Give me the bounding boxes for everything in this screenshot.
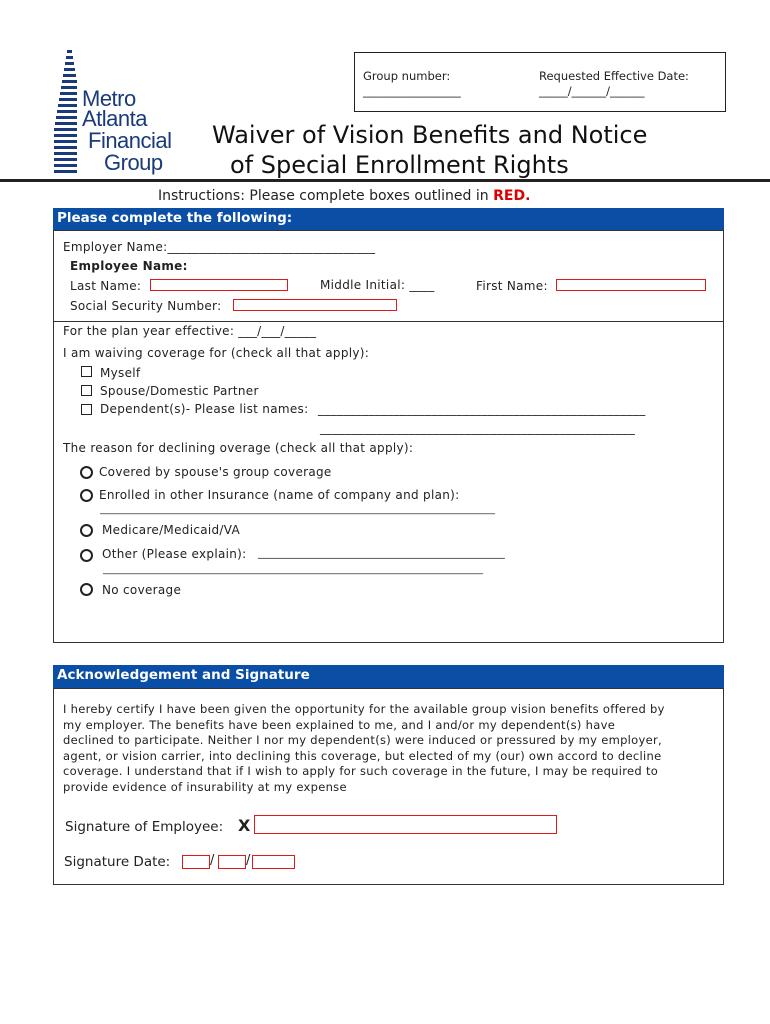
- reason-other-insurance-label: Enrolled in other Insurance (name of company and plan):: [99, 488, 460, 502]
- waive-dependents-checkbox[interactable]: [81, 404, 92, 415]
- other-explain-line2[interactable]: ____________________________________________________________________________: [103, 564, 483, 575]
- instructions-red-word: RED: [493, 188, 526, 204]
- waive-myself-checkbox[interactable]: [81, 366, 92, 377]
- waiving-heading: I am waiving coverage for (check all that apply):: [63, 346, 370, 360]
- date-month-input[interactable]: [182, 855, 210, 869]
- header-divider: [0, 179, 770, 182]
- logo-text-line2: Atlanta: [82, 106, 147, 131]
- instructions-period: .: [525, 188, 531, 204]
- signature-x-mark: X: [238, 816, 251, 835]
- group-info-box: [354, 52, 726, 112]
- section-header-acknowledgement: Acknowledgement and Signature: [53, 665, 724, 688]
- instructions-text: Instructions: Please complete boxes outlined in: [158, 188, 494, 204]
- date-slash: /: [246, 853, 251, 868]
- signature-label: Signature of Employee:: [65, 819, 224, 835]
- instructions: [158, 188, 530, 204]
- reason-no-coverage-radio[interactable]: [80, 583, 93, 596]
- logo-text-line3: Financial: [88, 128, 172, 153]
- reason-medicare-label: Medicare/Medicaid/VA: [102, 523, 241, 537]
- signature-input[interactable]: [254, 815, 557, 834]
- logo-text-line1: Metro: [82, 86, 136, 111]
- last-name-input[interactable]: [150, 279, 288, 291]
- signature-date-label: Signature Date:: [64, 854, 171, 870]
- logo-text-line4: Group: [104, 150, 163, 175]
- paragraph-line: I hereby certify I have been given the opportunity for the available group vision benefits offered by: [63, 702, 665, 716]
- other-insurance-line[interactable]: _______________________________________________________________________________: [100, 504, 495, 515]
- last-name-label: Last Name:: [70, 279, 142, 293]
- employee-name-heading: Employee Name:: [70, 259, 188, 273]
- plan-year-field[interactable]: For the plan year effective: ___/___/_____: [63, 324, 317, 338]
- group-number-field[interactable]: _________________: [363, 84, 461, 98]
- paragraph-line: provide evidence of insurability at my expense: [63, 779, 347, 794]
- first-name-label: First Name:: [476, 279, 548, 293]
- waive-dependents-label: Dependent(s)- Please list names:: [100, 402, 309, 416]
- other-explain-line1[interactable]: _______________________________________________: [258, 547, 505, 559]
- effective-date-label: Requested Effective Date:: [539, 69, 689, 83]
- paragraph-line: agent, or vision carrier, into declining this coverage, but elected of my (our) own accord to decline: [63, 748, 662, 763]
- section-header-complete: Please complete the following:: [53, 208, 724, 230]
- page-title-line1: Waiver of Vision Benefits and Notice: [212, 121, 648, 149]
- first-name-input[interactable]: [556, 279, 706, 291]
- paragraph-line: declined to participate. Neither I nor my dependent(s) were induced or pressured by my employer,: [63, 733, 662, 747]
- waive-myself-label: Myself: [100, 366, 141, 380]
- date-year-input[interactable]: [252, 855, 295, 869]
- dependents-names-line1[interactable]: ____________________________________________________: [318, 402, 646, 416]
- group-number-label: Group number:: [363, 69, 451, 83]
- ssn-label: Social Security Number:: [70, 299, 222, 313]
- waive-spouse-checkbox[interactable]: [81, 385, 92, 396]
- ssn-input[interactable]: [233, 299, 397, 311]
- reason-no-coverage-label: No coverage: [102, 583, 182, 597]
- middle-initial-field[interactable]: Middle Initial: ____: [320, 278, 435, 292]
- employer-name-field[interactable]: Employer Name:_________________________________: [63, 240, 376, 254]
- date-slash: /: [210, 853, 215, 868]
- effective-date-field[interactable]: _____/______/______: [539, 84, 645, 98]
- paragraph-line: my employer. The benefits have been explained to me, and I and/or my dependent(s) have: [63, 717, 616, 732]
- page-title-line2: of Special Enrollment Rights: [230, 151, 569, 179]
- reason-other-radio[interactable]: [80, 549, 93, 562]
- dependents-names-line2[interactable]: __________________________________________________: [320, 421, 635, 435]
- reason-medicare-radio[interactable]: [80, 524, 93, 537]
- reason-spouse-radio[interactable]: [80, 466, 93, 479]
- reason-other-insurance-radio[interactable]: [80, 489, 93, 502]
- reason-spouse-label: Covered by spouse's group coverage: [99, 465, 332, 479]
- paragraph-line: coverage. I understand that if I wish to apply for such coverage in the future, I may be required to: [63, 764, 659, 778]
- date-day-input[interactable]: [218, 855, 246, 869]
- reason-other-label: Other (Please explain):: [102, 547, 247, 561]
- waive-spouse-label: Spouse/Domestic Partner: [100, 384, 259, 398]
- logo-building-icon: [54, 50, 80, 178]
- reason-heading: The reason for declining overage (check all that apply):: [63, 441, 414, 455]
- acknowledgement-paragraph: [63, 702, 719, 795]
